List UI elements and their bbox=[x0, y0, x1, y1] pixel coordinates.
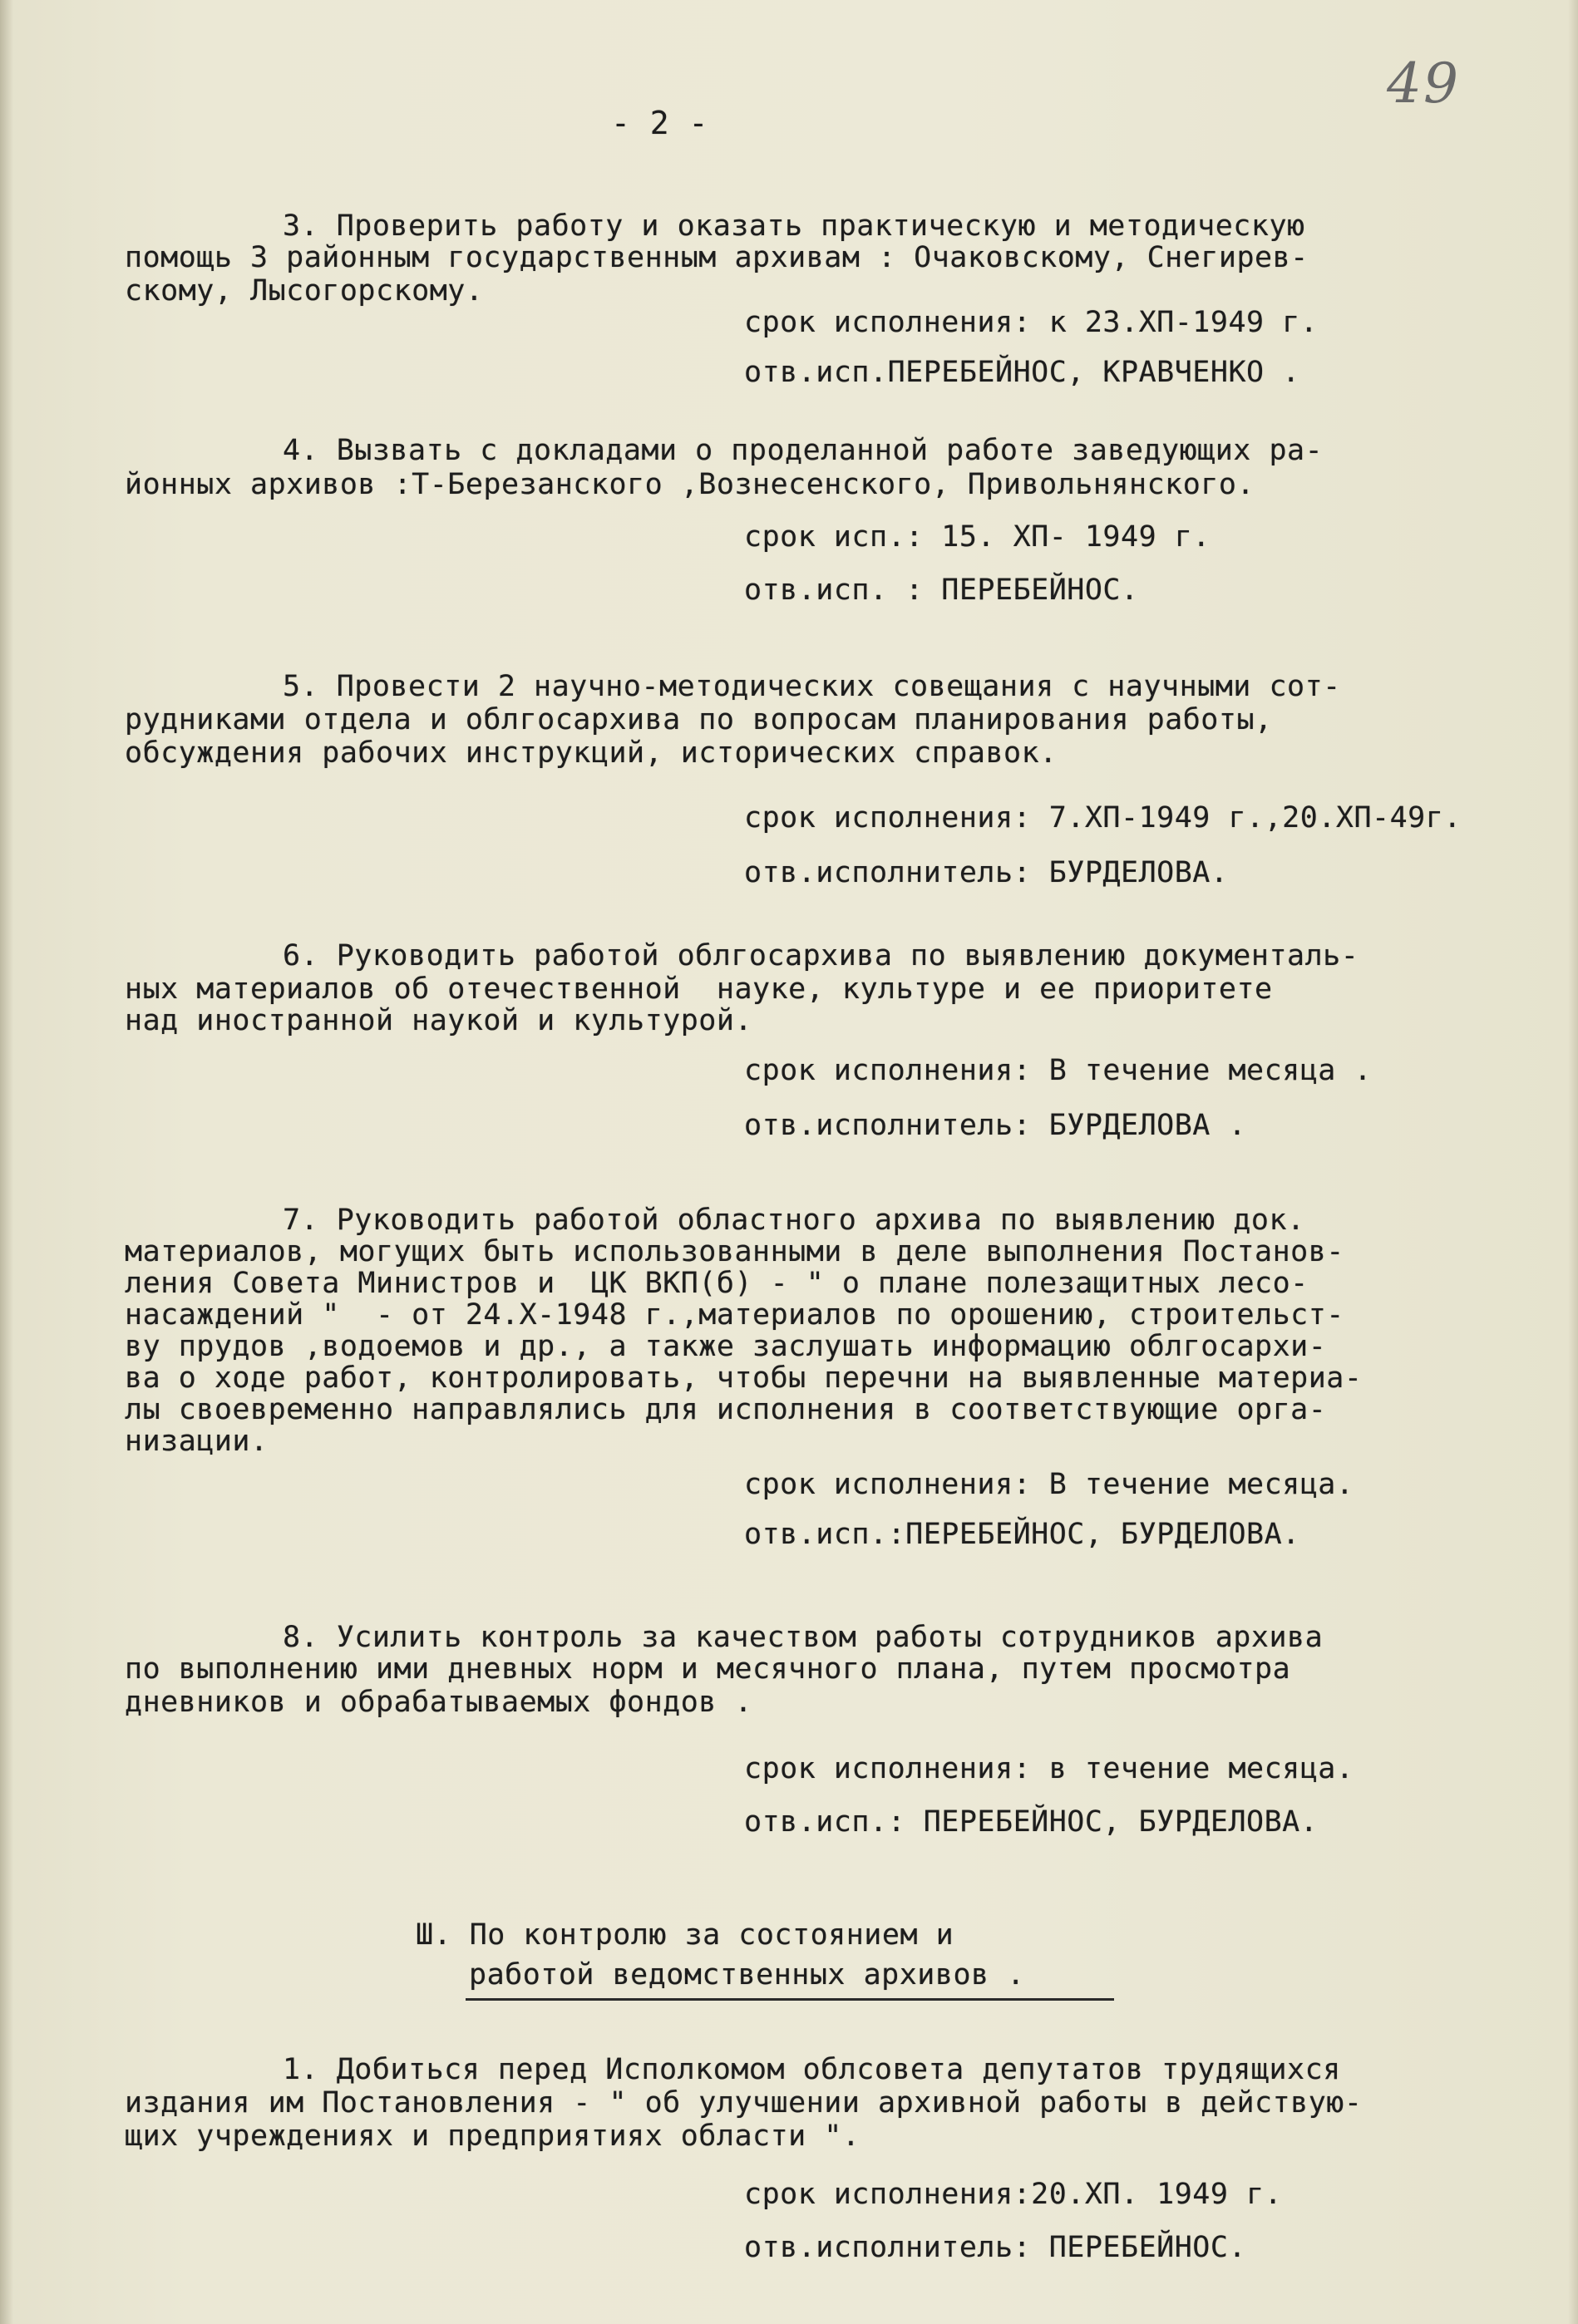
section-heading-line: Ш. По контролю за состоянием и bbox=[416, 1918, 954, 1952]
deadline: срок исполнения: В течение месяца . bbox=[744, 1054, 1373, 1087]
item-line: скому, Лысогорскому. bbox=[125, 274, 484, 308]
page-edge-shadow bbox=[0, 0, 13, 2324]
item-line: 3. Проверить работу и оказать практическую и методическую bbox=[283, 209, 1305, 243]
item-line: йонных архивов :Т-Березанского ,Вознесенского, Привольнянского. bbox=[125, 468, 1255, 501]
item-line: 1. Добиться перед Исполкомом облсовета депутатов трудящихся bbox=[283, 2053, 1341, 2086]
page-edge-shadow bbox=[1568, 0, 1578, 2324]
item-line: лы своевременно направлялись для исполнения в соответствующие орга- bbox=[125, 1393, 1327, 1426]
responsible: отв.исполнитель: БУРДЕЛОВА . bbox=[744, 1109, 1247, 1142]
deadline: срок исп.: 15. ХП- 1949 г. bbox=[744, 520, 1211, 554]
responsible: отв.исп. : ПЕРЕБЕЙНОС. bbox=[744, 574, 1139, 607]
item-line: насаждений " - от 24.Х-1948 г.,материалов по орошению, строительст- bbox=[125, 1298, 1344, 1332]
item-line: издания им Постановления - " об улучшении архивной работы в действую- bbox=[125, 2086, 1363, 2120]
item-line: ву прудов ,водоемов и др., а также заслушать информацию облгосархи- bbox=[125, 1330, 1327, 1363]
page-number: - 2 - bbox=[611, 105, 708, 141]
deadline: срок исполнения: 7.ХП-1949 г.,20.ХП-49г. bbox=[744, 801, 1462, 835]
item-line: 4. Вызвать с докладами о проделанной работе заведующих ра- bbox=[283, 434, 1324, 467]
deadline: срок исполнения: В течение месяца. bbox=[744, 1468, 1354, 1501]
deadline: срок исполнения: в течение месяца. bbox=[744, 1752, 1354, 1785]
item-line: 5. Провести 2 научно-методических совещания с научными сот- bbox=[283, 670, 1341, 703]
deadline: срок исполнения:20.ХП. 1949 г. bbox=[744, 2178, 1283, 2211]
item-line: дневников и обрабатываемых фондов . bbox=[125, 1686, 753, 1719]
responsible: отв.исполнитель: ПЕРЕБЕЙНОС. bbox=[744, 2231, 1247, 2264]
item-line: обсуждения рабочих инструкций, исторических справок. bbox=[125, 736, 1058, 770]
item-line: ных материалов об отечественной науке, культуре и ее приоритете bbox=[125, 972, 1273, 1006]
item-line: ления Совета Министров и ЦК ВКП(б) - " о плане полезащитных лесо- bbox=[125, 1267, 1309, 1300]
section-heading-line: работой ведомственных архивов . bbox=[469, 1958, 1025, 1992]
handwritten-folio-number: 49 bbox=[1387, 52, 1460, 116]
item-line: 6. Руководить работой облгосархива по выявлению документаль- bbox=[283, 939, 1359, 972]
item-line: 8. Усилить контроль за качеством работы сотрудников архива bbox=[283, 1621, 1324, 1654]
item-line: по выполнению ими дневных норм и месячного плана, путем просмотра bbox=[125, 1652, 1291, 1686]
item-line: рудниками отдела и облгосархива по вопросам планирования работы, bbox=[125, 703, 1273, 736]
item-line: 7. Руководить работой областного архива по выявлению док. bbox=[283, 1204, 1305, 1237]
item-line: помощь 3 районным государственным архивам : Очаковскому, Снегирев- bbox=[125, 241, 1309, 274]
responsible: отв.исп.: ПЕРЕБЕЙНОС, БУРДЕЛОВА. bbox=[744, 1805, 1319, 1839]
heading-underline bbox=[466, 1998, 1114, 2001]
item-line: низации. bbox=[125, 1425, 269, 1458]
item-line: щих учреждениях и предприятиях области ". bbox=[125, 2120, 861, 2153]
responsible: отв.исп.:ПЕРЕБЕЙНОС, БУРДЕЛОВА. bbox=[744, 1518, 1300, 1551]
item-line: над иностранной наукой и культурой. bbox=[125, 1004, 753, 1037]
responsible: отв.исполнитель: БУРДЕЛОВА. bbox=[744, 856, 1229, 889]
item-line: ва о ходе работ, контролировать, чтобы перечни на выявленные материа- bbox=[125, 1361, 1363, 1395]
deadline: срок исполнения: к 23.ХП-1949 г. bbox=[744, 306, 1319, 339]
responsible: отв.исп.ПЕРЕБЕЙНОС, КРАВЧЕНКО . bbox=[744, 356, 1300, 389]
item-line: материалов, могущих быть использованными в деле выполнения Постанов- bbox=[125, 1235, 1344, 1268]
